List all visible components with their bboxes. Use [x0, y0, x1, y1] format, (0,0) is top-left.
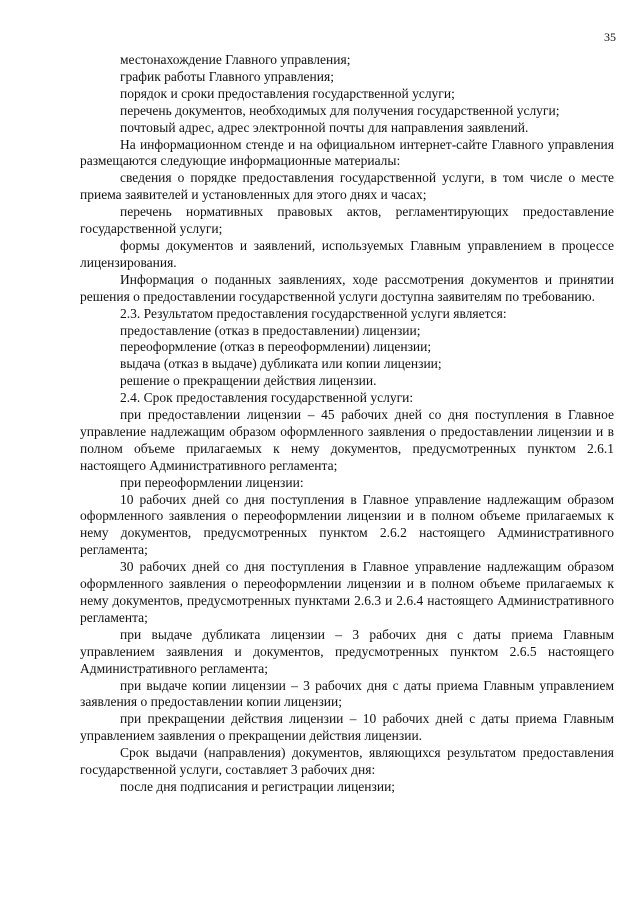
paragraph: Информация о поданных заявлениях, ходе рассмотрения документов и принятии решения о предоставлении государственной услуги доступна заявителям по требованию.	[80, 271, 614, 304]
section-heading: 2.3. Результатом предоставления государственной услуги является:	[120, 305, 507, 321]
paragraph: порядок и сроки предоставления государственной услуги;	[120, 85, 455, 101]
paragraph: почтовый адрес, адрес электронной почты для направления заявлений.	[120, 119, 529, 135]
paragraph: график работы Главного управления;	[120, 68, 334, 84]
paragraph: На информационном стенде и на официальном интернет-сайте Главного управления размещаются следующие информационные материалы:	[80, 136, 614, 169]
paragraph: 30 рабочих дней со дня поступления в Главное управление надлежащим образом оформленного заявления о переоформлении лицензии и в полном объеме прилагаемых к нему документов, предусмотренных пунктами 2.6.3 и 2.6.4 настоящего Административного регламента;	[80, 559, 614, 625]
paragraph: при предоставлении лицензии – 45 рабочих дней со дня поступления в Главное управление надлежащим образом оформленного заявления о предоставлении лицензии и в полном объеме прилагаемых к нему документов, предусмотренных пунктом 2.6.1 настоящего Административного регламента;	[80, 407, 614, 473]
paragraph: при выдаче копии лицензии – 3 рабочих дня с даты приема Главным управлением заявления о предоставлении копии лицензии;	[80, 677, 614, 710]
paragraph: местонахождение Главного управления;	[120, 52, 351, 67]
paragraph: решение о прекращении действия лицензии.	[120, 373, 377, 389]
paragraph: перечень нормативных правовых актов, регламентирующих предоставление государственной услуги;	[80, 204, 614, 237]
section-heading: 2.4. Срок предоставления государственной услуги:	[120, 390, 414, 406]
paragraph: перечень документов, необходимых для получения государственной услуги;	[120, 102, 560, 118]
paragraph: при прекращении действия лицензии – 10 рабочих дней с даты приема Главным управлением заявления о прекращении действия лицензии.	[80, 711, 614, 744]
paragraph: 10 рабочих дней со дня поступления в Главное управление надлежащим образом оформленного заявления о переоформлении лицензии и в полном объеме прилагаемых к нему документов, предусмотренных пунктом 2.6.2 настоящего Административного регламента;	[80, 491, 614, 558]
page-number: 35	[604, 30, 616, 44]
paragraph: формы документов и заявлений, используемых Главным управлением в процессе лицензирования.	[80, 237, 614, 270]
paragraph: предоставление (отказ в предоставлении) лицензии;	[120, 322, 421, 338]
paragraph: при выдаче дубликата лицензии – 3 рабочих дня с даты приема Главным управлением заявления и документов, предусмотренных пунктом 2.6.5 настоящего Административного регламента;	[80, 626, 614, 676]
paragraph: переоформление (отказ в переоформлении) лицензии;	[120, 339, 432, 355]
body-text	[80, 52, 614, 796]
paragraph: сведения о порядке предоставления государственной услуги, в том числе о месте приема заявителей и установленных для этого днях и часах;	[80, 170, 614, 203]
paragraph: выдача (отказ в выдаче) дубликата или копии лицензии;	[120, 356, 442, 372]
paragraph: Срок выдачи (направления) документов, являющихся результатом предоставления государственной услуги, составляет 3 рабочих дня:	[80, 745, 614, 778]
paragraph: после дня подписания и регистрации лицензии;	[120, 778, 396, 794]
paragraph: при переоформлении лицензии:	[120, 474, 304, 490]
